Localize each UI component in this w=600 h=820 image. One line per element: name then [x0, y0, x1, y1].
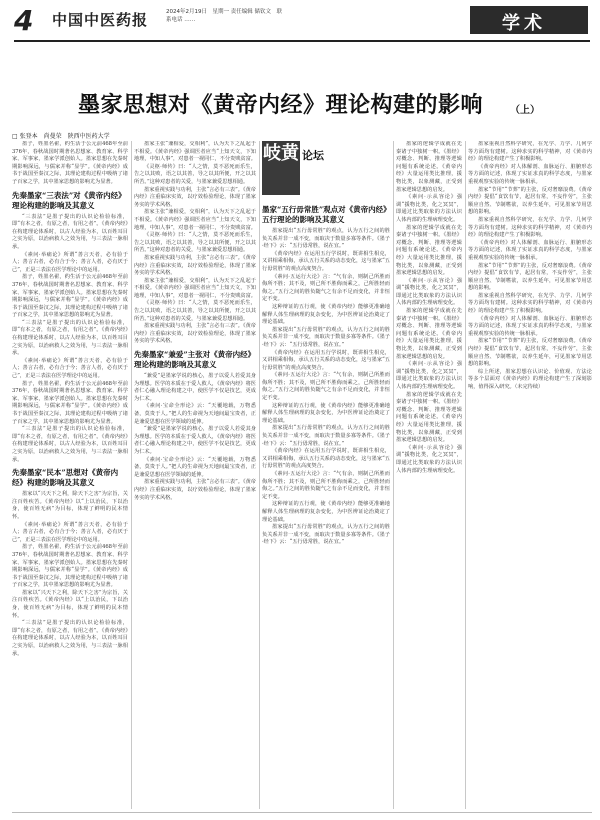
- article-column-5: [468, 141, 592, 813]
- section-label: 学术: [502, 13, 546, 34]
- paragraph: 《灵枢·师传》曰：“人之情，莫不恶死而乐生，告之以其败，语之以其善，导之以其所便，开之以其所苦。”这种对患者的关爱，与墨家兼爱思想相通。: [134, 232, 256, 254]
- paragraph: 墨家以“兴天下之利，除天下之害”为宗旨，关注百姓疾苦。《黄帝内经》以“上以治民，下以治身，使百姓无病”为目标，体现了鲜明的民本情怀。: [12, 491, 128, 520]
- paragraph: 《素问·五运行大论》言：“气有余，则制己所胜而侮所不胜；其不及，则己所不胜侮而乘之，己所胜轻而侮之。”五行之间的胜负随气之有余不足而变化，并非恒定不变。: [262, 273, 390, 303]
- forum-label-big: 岐黄: [262, 141, 300, 195]
- paragraph: 墨家重视实践与功利，主张“言必有三表”。《黄帝内经》注重临床实效，以疗效检验理论，体现了墨家务实的学术风格。: [134, 186, 256, 208]
- paragraph: 墨家重视自然科学研究，在光学、力学、几何学等方面均有建树。这种求实的科学精神，对《黄帝内经》的理论构建产生了积极影响。: [468, 216, 592, 239]
- paragraph: 墨子，姓墨名翟，约生活于公元前468年至前376年，春秋战国时期著名思想家、教育家、科学家、军事家，墨家学派创始人。墨家思想在先秦时期影响深远，与儒家并称“显学”。《黄帝内经》成书于战国至秦汉之际，其理论建构过程中吸纳了诸子百家之学，其中墨家思想的影响尤为显著。: [12, 141, 128, 185]
- forum-column-badge: [262, 141, 348, 197]
- paragraph: 墨家提出“五行毋常胜”的观点，认为五行之间的胜负关系并非一成不变，而取决于数量多寡等条件。《墨子·经下》云：“五行毋常胜，说在宜。”: [262, 425, 390, 447]
- paragraph: 《素问·五运行大论》言：“气有余，则制己所胜而侮所不胜；其不及，则己所不胜侮而乘之，己所胜轻而侮之。”五行之间的胜负随气之有余不足而变化，并非恒定不变。: [262, 471, 390, 500]
- paragraph: 墨家提出“五行毋常胜”的观点，认为五行之间的胜负关系并非一成不变，而取决于数量多寡等条件。《墨子·经下》云：“五行毋常胜，说在宜。”: [262, 524, 390, 546]
- subhead: 先秦墨家“兼爱”主张对《黄帝内经》理论构建的影响及其意义: [134, 350, 256, 370]
- paragraph: 墨家主张“兼相爱，交相利”，认为天下之乱起于不相爱。《黄帝内经》强调医者应当“上知天文，下知地理，中知人事”，对患者一视同仁，不分贵贱贫富。: [134, 277, 256, 299]
- paragraph: “三表法”是墨子提出的认识论检验标准，即“有本之者，有原之者，有用之者”。《黄帝内经》在构建理论体系时，以古人经验为本，以百姓耳目之实为原，以治病救人之效为用，与三表法一脉相承。: [12, 620, 128, 657]
- paragraph: “三表法”是墨子提出的认识论检验标准，即“有本之者，有原之者，有用之者”。《黄帝内经》在构建理论体系时，以古人经验为本，以百姓耳目之实为原，以治病救人之效为用，与三表法一脉相承。: [12, 319, 128, 357]
- column-divider: [465, 141, 466, 809]
- paragraph: 这种辩证的五行观，使《黄帝内经》能够更准确地解释人体生理病理的复杂变化，为中医辨证论治奠定了理论基础。: [262, 402, 390, 424]
- paragraph: 《黄帝内经》在运用五行学说时，既讲相生相克，又讲相乘相侮，承认五行关系的动态变化，这与墨家“五行毋常胜”的观点高度契合。: [262, 250, 390, 272]
- paragraph: 墨子，姓墨名翟，约生活于公元前468年至前376年，春秋战国时期著名思想家、教育家、科学家、军事家，墨家学派创始人。墨家思想在先秦时期影响深远，与儒家并称“显学”。《黄帝内经》成书于战国至秦汉之际，其理论建构过程中吸纳了诸子百家之学，其中墨家思想的影响尤为显著。: [12, 544, 128, 589]
- paragraph: 墨家重视自然科学研究，在光学、力学、几何学等方面均有建树。这种求实的科学精神，对《黄帝内经》的理论构建产生了积极影响。: [468, 292, 592, 315]
- paragraph: 墨家重视实践与功利，主张“言必有三表”。《黄帝内经》注重临床实效，以疗效检验理论，体现了墨家务实的学术风格。: [134, 479, 256, 501]
- paragraph: 《素问·举痛论》所谓“善言天者，必有验于人；善言古者，必有合于今；善言人者，必有厌于己”，正是三表法在医学理论中的运用。: [12, 357, 128, 380]
- paragraph: 《黄帝内经》对人体解剖、血脉运行、脏腑形态等方面的记述，体现了实证求真的科学态度，与墨家重视观察实验的传统一脉相承。: [468, 163, 592, 185]
- paragraph: 《素问·举痛论》所谓“善言天者，必有验于人；善言古者，必有合于今；善言人者，必有厌于己”，正是三表法在医学理论中的运用。: [12, 251, 128, 273]
- paragraph: 《素问·示从容论》强调“援物比类，化之冥冥”，即通过比类取象的方法认识人体内部的生理病理变化。: [396, 194, 462, 223]
- paragraph: 《素问·宝命全形论》云：“天覆地载，万物悉备，莫贵于人。”把人的生命视为天地间最宝贵者，正是兼爱思想在医学领域的延伸。: [134, 456, 256, 478]
- paragraph: 《黄帝内经》对人体解剖、血脉运行、脏腑形态等方面的记述，体现了实证求真的科学态度，与墨家重视观察实验的传统一脉相承。: [468, 315, 592, 337]
- paragraph: 《黄帝内经》在运用五行学说时，既讲相生相克，又讲相乘相侮，承认五行关系的动态变化，这与墨家“五行毋常胜”的观点高度契合。: [262, 349, 390, 371]
- paragraph: 墨家的逻辑学成就在先秦诸子中独树一帜。《墨经》对概念、判断、推理等逻辑问题有系统论述。《黄帝内经》大量运用类比推理，援物比类，以象测藏，正受到墨家逻辑思想的启发。: [396, 224, 462, 277]
- paragraph: 墨家重视自然科学研究，在光学、力学、几何学等方面均有建树。这种求实的科学精神，对《黄帝内经》的理论构建产生了积极影响。: [468, 141, 592, 163]
- paragraph: 墨家重视实践与功利，主张“言必有三表”。《黄帝内经》注重临床实效，以疗效检验理论，体现了墨家务实的学术风格。: [134, 254, 256, 277]
- paragraph: 墨家提出“五行毋常胜”的观点，认为五行之间的胜负关系并非一成不变，而取决于数量多寡等条件。《墨子·经下》云：“五行毋常胜，说在宜。”: [262, 228, 390, 250]
- paragraph: 《灵枢·师传》曰：“人之情，莫不恶死而乐生，告之以其败，语之以其善，导之以其所便，开之以其所苦。”这种对患者的关爱，与墨家兼爱思想相通。: [134, 163, 256, 185]
- paragraph: 《黄帝内经》在运用五行学说时，既讲相生相克，又讲相乘相侮，承认五行关系的动态变化，这与墨家“五行毋常胜”的观点高度契合。: [262, 448, 390, 470]
- byline: □ 张登本 尚曼荣 陕西中医药大学: [12, 133, 110, 140]
- paragraph: 墨家“节用”“节葬”的主张，反对奢靡浪费。《黄帝内经》提倡“食饮有节，起居有常，不妄作劳”，主张顺应自然、节制嗜欲，以养生延年，可见墨家节用思想的影响。: [468, 186, 592, 216]
- article-column-4: [396, 141, 462, 813]
- forum-label-small: 论坛: [302, 149, 324, 162]
- paragraph: 《素问·示从容论》强调“援物比类，化之冥冥”，即通过比类取象的方法认识人体内部的生理病理变化。: [396, 361, 462, 390]
- paragraph: 《素问·五运行大论》言：“气有余，则制己所胜而侮所不胜；其不及，则己所不胜侮而乘之，己所胜轻而侮之。”五行之间的胜负随气之有余不足而变化，并非恒定不变。: [262, 372, 390, 402]
- article-column-2: [134, 141, 256, 813]
- paragraph: 这种辩证的五行观，使《黄帝内经》能够更准确地解释人体生理病理的复杂变化，为中医辨证论治奠定了理论基础。: [262, 303, 390, 326]
- paragraph: 《素问·宝命全形论》云：“天覆地载，万物悉备，莫贵于人。”把人的生命视为天地间最宝贵者，正是兼爱思想在医学领域的延伸。: [134, 403, 256, 425]
- paragraph: “三表法”是墨子提出的认识论检验标准，即“有本之者，有原之者，有用之者”。《黄帝内经》在构建理论体系时，以古人经验为本，以百姓耳目之实为原，以治病救人之效为用，与三表法一脉相承。: [12, 426, 128, 463]
- subhead: 先秦墨家“三表法”对《黄帝内经》理论构建的影响及其意义: [12, 190, 126, 210]
- paper-name: 中国中医药报: [52, 11, 149, 29]
- subhead: 先秦墨家“民本”思想对《黄帝内经》构建的影响及其意义: [12, 468, 119, 488]
- paragraph: 《素问·示从容论》强调“援物比类，化之冥冥”，即通过比类取象的方法认识人体内部的生理病理变化。: [396, 444, 462, 474]
- column-divider: [393, 141, 394, 809]
- paragraph: 墨家“节用”“节葬”的主张，反对奢靡浪费。《黄帝内经》提倡“食饮有节，起居有常，不妄作劳”，主张顺应自然、节制嗜欲，以养生延年，可见墨家节用思想的影响。: [468, 338, 592, 368]
- masthead: [0, 0, 600, 46]
- paragraph: “兼爱”是墨家学说的核心，墨子以爱人若爱其身为理想。医学的本质在于爱人救人，《黄帝内经》将医者仁心融入理论构建之中，使医学不仅是技艺，更成为仁术。: [134, 426, 256, 455]
- article-title: 墨家思想对《黄帝内经》理论构建的影响: [78, 92, 484, 118]
- paragraph: 《素问·举痛论》所谓“善言天者，必有验于人；善言古者，必有合于今；善言人者，必有厌于己”，正是三表法在医学理论中的运用。: [12, 521, 128, 543]
- paragraph: 墨家重视实践与功利，主张“言必有三表”。《黄帝内经》注重临床实效，以疗效检验理论，体现了墨家务实的学术风格。: [134, 323, 256, 345]
- issue-info: 2024年2月19日 星期一 责任编辑 储钦文 联系电话 ……: [166, 9, 282, 23]
- paragraph: “三表法”是墨子提出的认识论检验标准，即“有本之者，有原之者，有用之者”。《黄帝内经》在构建理论体系时，以古人经验为本，以百姓耳目之实为原，以治病救人之效为用，与三表法一脉相承。: [12, 213, 128, 250]
- paragraph: 《黄帝内经》对人体解剖、血脉运行、脏腑形态等方面的记述，体现了实证求真的科学态度，与墨家重视观察实验的传统一脉相承。: [468, 239, 592, 261]
- article-column-1: [12, 141, 128, 813]
- paragraph: 墨家主张“兼相爱，交相利”，认为天下之乱起于不相爱。《黄帝内经》强调医者应当“上知天文，下知地理，中知人事”，对患者一视同仁，不分贵贱贫富。: [134, 141, 256, 163]
- paragraph: 墨家的逻辑学成就在先秦诸子中独树一帜。《墨经》对概念、判断、推理等逻辑问题有系统论述。《黄帝内经》大量运用类比推理，援物比类，以象测藏，正受到墨家逻辑思想的启发。: [396, 308, 462, 360]
- paragraph: 墨家以“兴天下之利，除天下之害”为宗旨，关注百姓疾苦。《黄帝内经》以“上以治民，下以治身，使百姓无病”为目标，体现了鲜明的民本情怀。: [12, 589, 128, 619]
- paragraph: 墨家提出“五行毋常胜”的观点，认为五行之间的胜负关系并非一成不变，而取决于数量多寡等条件。《墨子·经下》云：“五行毋常胜，说在宜。”: [262, 326, 390, 348]
- article-part: （上）: [510, 105, 540, 116]
- paragraph: 墨家“节用”“节葬”的主张，反对奢靡浪费。《黄帝内经》提倡“食饮有节，起居有常，不妄作劳”，主张顺应自然、节制嗜欲，以养生延年，可见墨家节用思想的影响。: [468, 262, 592, 292]
- column-divider: [131, 141, 132, 809]
- paragraph: “兼爱”是墨家学说的核心，墨子以爱人若爱其身为理想。医学的本质在于爱人救人，《黄帝内经》将医者仁心融入理论构建之中，使医学不仅是技艺，更成为仁术。: [134, 373, 256, 402]
- paragraph: 综上所述，墨家思想在认识论、价值观、方法论等多个层面对《黄帝内经》的理论构建产生了深刻影响，值得深入研究。（未完待续）: [468, 368, 592, 390]
- paragraph: 墨家主张“兼相爱，交相利”，认为天下之乱起于不相爱。《黄帝内经》强调医者应当“上知天文，下知地理，中知人事”，对患者一视同仁，不分贵贱贫富。: [134, 209, 256, 231]
- paragraph: 墨家的逻辑学成就在先秦诸子中独树一帜。《墨经》对概念、判断、推理等逻辑问题有系统论述。《黄帝内经》大量运用类比推理，援物比类，以象测藏，正受到墨家逻辑思想的启发。: [396, 141, 462, 193]
- page-number: 4: [14, 4, 34, 37]
- article-column-3: [262, 141, 390, 813]
- paragraph: 墨子，姓墨名翟，约生活于公元前468年至前376年，春秋战国时期著名思想家、教育家、科学家、军事家，墨家学派创始人。墨家思想在先秦时期影响深远，与儒家并称“显学”。《黄帝内经》成书于战国至秦汉之际，其理论建构过程中吸纳了诸子百家之学，其中墨家思想的影响尤为显著。: [12, 380, 128, 425]
- paragraph: 墨家的逻辑学成就在先秦诸子中独树一帜。《墨经》对概念、判断、推理等逻辑问题有系统论述。《黄帝内经》大量运用类比推理，援物比类，以象测藏，正受到墨家逻辑思想的启发。: [396, 391, 462, 444]
- paragraph: 《素问·示从容论》强调“援物比类，化之冥冥”，即通过比类取象的方法认识人体内部的生理病理变化。: [396, 277, 462, 307]
- subhead: 墨家“五行毋常胜”观点对《黄帝内经》五行理论的影响及其意义: [262, 205, 387, 224]
- footer-rule: [12, 812, 592, 813]
- column-divider: [259, 141, 260, 809]
- paragraph: 墨子，姓墨名翟，约生活于公元前468年至前376年，春秋战国时期著名思想家、教育家、科学家、军事家，墨家学派创始人。墨家思想在先秦时期影响深远，与儒家并称“显学”。《黄帝内经》成书于战国至秦汉之际，其理论建构过程中吸纳了诸子百家之学，其中墨家思想的影响尤为显著。: [12, 274, 128, 319]
- masthead-rule: [14, 40, 590, 42]
- paragraph: 这种辩证的五行观，使《黄帝内经》能够更准确地解释人体生理病理的复杂变化，为中医辨证论治奠定了理论基础。: [262, 501, 390, 523]
- paragraph: 《灵枢·师传》曰：“人之情，莫不恶死而乐生，告之以其败，语之以其善，导之以其所便，开之以其所苦。”这种对患者的关爱，与墨家兼爱思想相通。: [134, 300, 256, 322]
